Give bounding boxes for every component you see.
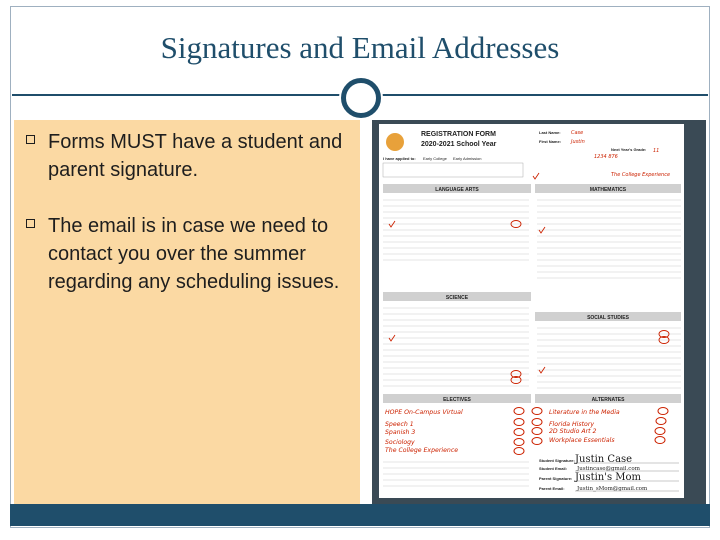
bullet-item <box>14 212 354 296</box>
elective-entry: Spanish 3 <box>385 429 416 436</box>
circled-choice-icon <box>514 448 524 455</box>
language-arts-header: LANGUAGE ARTS <box>435 187 479 193</box>
circled-choice-icon <box>514 439 524 446</box>
school-logo-icon <box>386 133 404 151</box>
form-header <box>383 130 670 178</box>
grade-value: 11 <box>653 148 660 154</box>
square-bullet-icon <box>26 219 35 228</box>
last-name-value: Case <box>571 130 584 136</box>
form-heading: REGISTRATION FORM <box>421 131 496 138</box>
first-name-value: Justin <box>571 139 585 145</box>
elective-entry: The College Experience <box>385 447 459 454</box>
alternates-header: ALTERNATES <box>591 397 625 403</box>
early-admission-option: Early Admission <box>453 156 482 161</box>
circled-choice-icon <box>655 437 665 444</box>
grade-label: Next Year's Grade: <box>611 147 647 152</box>
social-studies-header: SOCIAL STUDIES <box>587 315 629 321</box>
parent-email-value: Justin_sMom@gmail.com <box>577 486 648 492</box>
student-email-label: Student Email: <box>539 466 568 471</box>
bullet-text: Forms MUST have a student and parent signature. <box>48 131 343 181</box>
applied-label: I have applied to: <box>383 156 416 161</box>
elective-entry: Speech 1 <box>385 421 414 428</box>
elective-entry: Sociology <box>385 439 415 446</box>
early-college-option: Early College <box>423 156 447 161</box>
alternates-list <box>532 408 668 445</box>
student-email-value: Justincase@gmail.com <box>577 466 640 472</box>
registration-form-drawing <box>379 124 684 498</box>
science-header: SCIENCE <box>445 295 469 301</box>
square-bullet-icon <box>26 135 35 144</box>
mathematics-header: MATHEMATICS <box>589 187 627 193</box>
parent-email-label: Parent Email: <box>539 486 565 491</box>
bullet-text: The email is in case we need to contact you over the summer regarding any scheduling issues. <box>48 215 340 293</box>
footer-bar <box>10 504 710 526</box>
circled-choice-icon <box>514 408 524 415</box>
checkmark-icon <box>533 173 539 179</box>
circled-choice-icon <box>514 419 524 426</box>
electives-header: ELECTIVES <box>443 397 471 403</box>
circled-choice-icon <box>532 428 542 435</box>
circled-choice-icon <box>658 408 668 415</box>
course-row-rules <box>383 200 681 486</box>
slide-title: Signatures and Email Addresses <box>160 30 560 65</box>
signature-block <box>539 454 679 492</box>
student-signature-label: Student Signature: <box>539 458 575 463</box>
circled-choice-icon <box>655 428 665 435</box>
alternate-entry: 2D Studio Art 2 <box>549 428 597 435</box>
circled-choice-icon <box>532 419 542 426</box>
circled-choice-icon <box>514 429 524 436</box>
alternate-entry: Florida History <box>549 421 595 428</box>
bullet-item <box>14 128 354 184</box>
circled-choice-icon <box>656 418 666 425</box>
plan-value: The College Experience <box>611 172 671 178</box>
circled-choice-icon <box>532 438 542 445</box>
form-year: 2020-2021 School Year <box>421 141 497 148</box>
alternate-entry: Literature in the Media <box>549 409 620 416</box>
elective-entry: HOPE On-Campus Virtual <box>385 409 463 416</box>
ring-ornament-icon <box>341 78 381 118</box>
registration-form-image <box>379 124 684 498</box>
last-name-label: Last Name: <box>539 130 561 135</box>
parent-signature: Justin's Mom <box>575 472 642 483</box>
alternate-entry: Workplace Essentials <box>549 437 615 444</box>
circled-choice-icon <box>532 408 542 415</box>
parent-signature-label: Parent Signature: <box>539 476 573 481</box>
bullet-list <box>14 128 354 324</box>
first-name-label: First Name: <box>539 139 562 144</box>
electives-list <box>385 408 524 455</box>
student-signature: Justin Case <box>575 454 633 465</box>
student-id-value: 1234 876 <box>594 154 618 160</box>
notes-box <box>383 163 523 177</box>
